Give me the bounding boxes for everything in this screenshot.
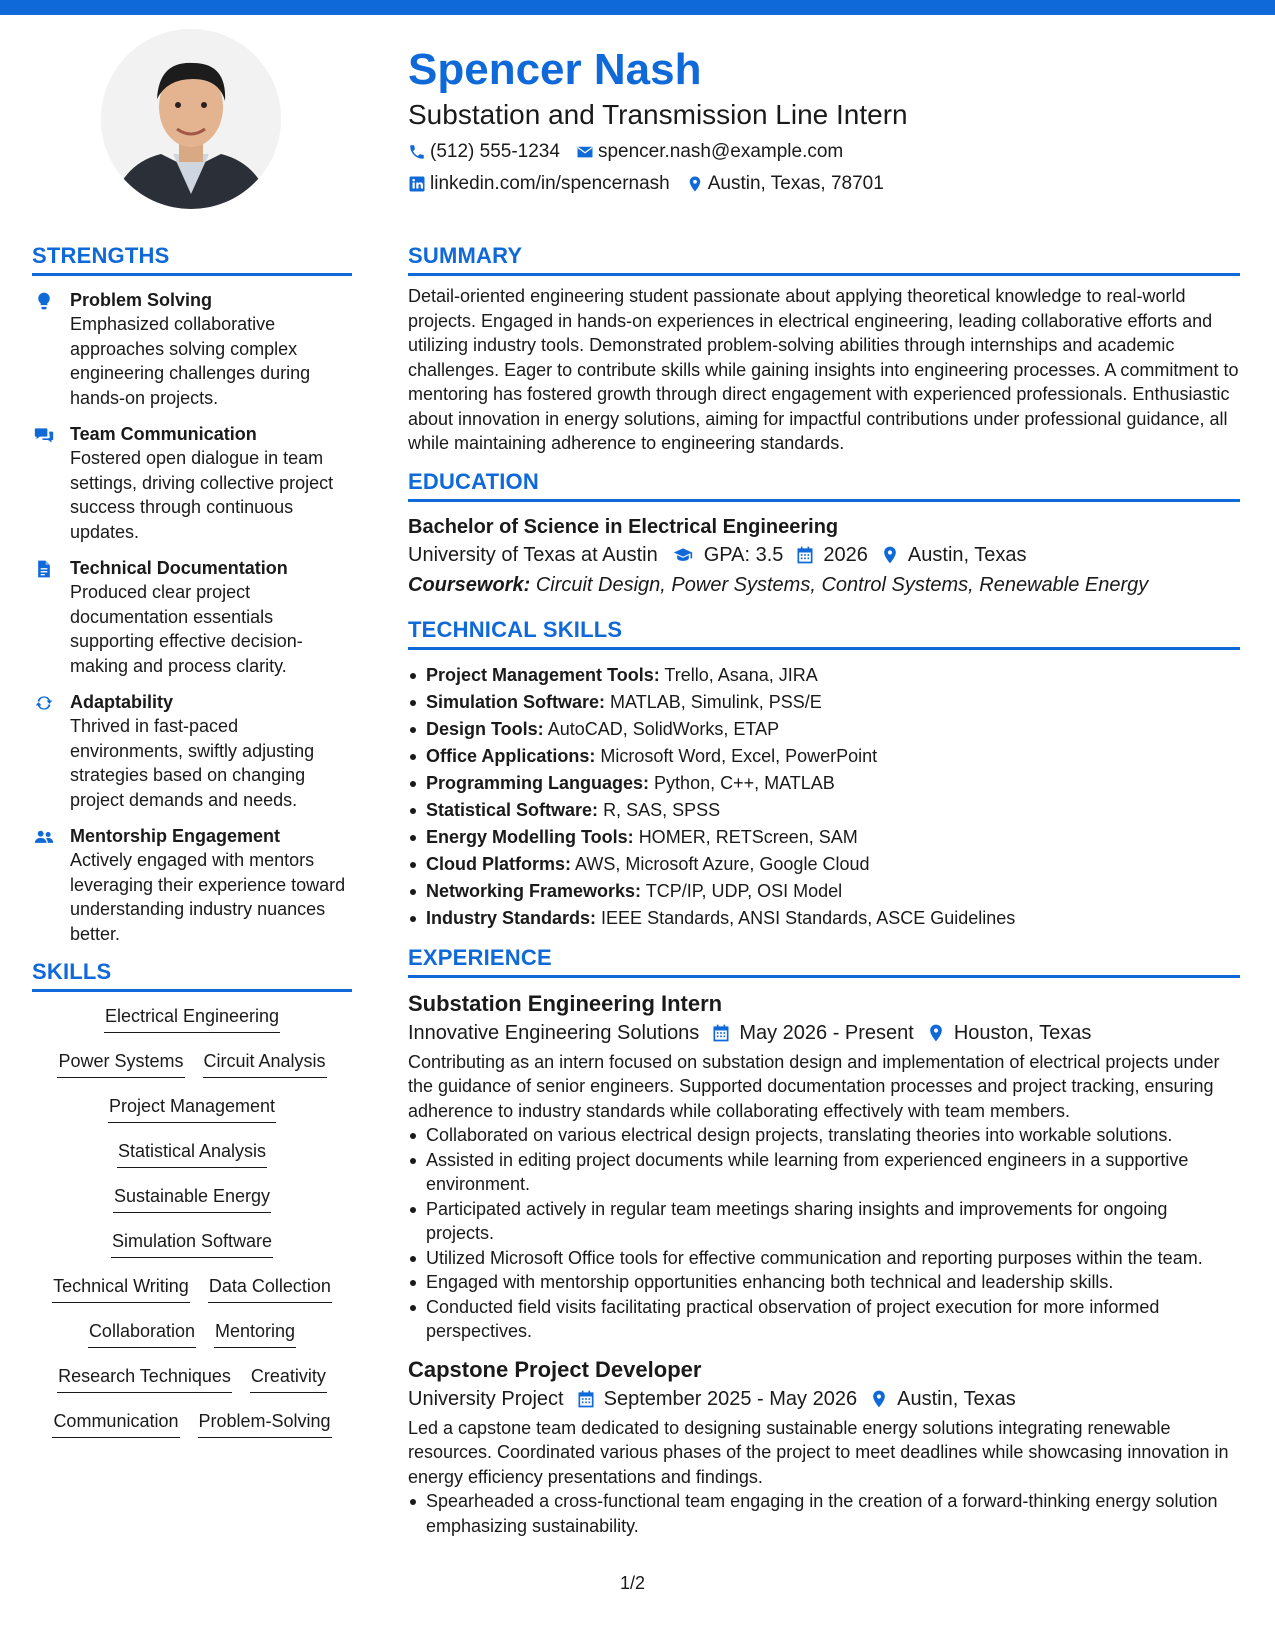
candidate-role: Substation and Transmission Line Intern [408, 99, 908, 130]
company-name: Innovative Engineering Solutions [408, 1021, 700, 1044]
candidate-name: Spencer Nash [408, 45, 702, 94]
job-bullet: Assisted in editing project documents while learning from experienced engineers in a supportive environment. [408, 1148, 1240, 1197]
skill-row [95, 1004, 289, 1049]
technical-skill-label: Cloud Platforms: [426, 853, 572, 874]
graduation-cap-icon [670, 545, 696, 565]
skill-row [43, 1274, 341, 1319]
linkedin-icon [408, 175, 426, 193]
skills-tags [32, 1004, 352, 1454]
skill-tag: Project Management [108, 1094, 276, 1123]
skill-tag: Problem-Solving [198, 1409, 332, 1438]
skill-tag: Research Techniques [57, 1364, 232, 1393]
skill-tag: Sustainable Energy [113, 1184, 271, 1213]
job-bullets [408, 1123, 1240, 1344]
strength-title: Mentorship Engagement [70, 826, 281, 846]
envelope-icon [576, 143, 594, 161]
technical-skill-item [408, 878, 1240, 905]
technical-skill-label: Programming Languages: [426, 772, 650, 793]
job-bullets [408, 1489, 1240, 1538]
technical-skill-label: Energy Modelling Tools: [426, 826, 634, 847]
lightbulb-icon [34, 291, 54, 311]
strength-item [32, 556, 352, 678]
map-pin-icon [686, 175, 704, 193]
strength-desc: Thrived in fast-paced environments, swiftly adjusting strategies based on changing project demands and needs. [70, 716, 315, 810]
technical-skill-item [408, 797, 1240, 824]
skill-row [48, 1049, 335, 1094]
left-column [32, 242, 352, 1454]
skill-row [104, 1184, 280, 1229]
technical-skills-heading: TECHNICAL SKILLS [408, 616, 1240, 650]
technical-skill-label: Simulation Software: [426, 691, 606, 712]
technical-skill-label: Office Applications: [426, 745, 596, 766]
location-contact [686, 172, 884, 196]
graduation-year: 2026 [823, 543, 868, 566]
school-name: University of Texas at Austin [408, 543, 658, 566]
linkedin-text: linkedin.com/in/spencernash [430, 173, 670, 194]
technical-skills-list [408, 662, 1240, 932]
school-location: Austin, Texas [907, 543, 1027, 566]
strength-item [32, 690, 352, 812]
technical-skill-label: Industry Standards: [426, 907, 597, 928]
technical-skill-value: Trello, Asana, JIRA [664, 664, 818, 685]
technical-skill-value: Python, C++, MATLAB [654, 772, 835, 793]
job-dates: May 2026 - Present [739, 1021, 914, 1044]
calendar-icon [795, 545, 815, 565]
skills-heading: SKILLS [32, 958, 352, 992]
technical-skill-label: Project Management Tools: [426, 664, 660, 685]
strength-item [32, 422, 352, 544]
technical-skill-value: MATLAB, Simulink, PSS/E [610, 691, 822, 712]
education-heading: EDUCATION [408, 468, 1240, 502]
sync-icon [34, 693, 54, 713]
job-bullet: Utilized Microsoft Office tools for effective communication and reporting purposes within the team. [408, 1246, 1240, 1271]
job-meta [408, 1384, 1240, 1414]
technical-skill-label: Statistical Software: [426, 799, 599, 820]
strengths-heading: STRENGTHS [32, 242, 352, 276]
technical-skill-label: Design Tools: [426, 718, 544, 739]
map-pin-icon [926, 1023, 946, 1043]
technical-skill-label: Networking Frameworks: [426, 880, 642, 901]
job-title: Substation Engineering Intern [408, 990, 723, 1016]
calendar-icon [576, 1389, 596, 1409]
email-text: spencer.nash@example.com [597, 141, 844, 162]
job-bullet: Collaborated on various electrical design projects, translating theories into workable solutions. [408, 1123, 1240, 1148]
top-accent-bar [0, 0, 1275, 15]
strength-item [32, 824, 352, 946]
contact-row-2 [408, 172, 1248, 196]
technical-skill-item [408, 770, 1240, 797]
technical-skill-value: IEEE Standards, ANSI Standards, ASCE Guidelines [601, 907, 1016, 928]
contact-row-1 [408, 140, 1248, 164]
technical-skill-item [408, 662, 1240, 689]
job-description: Led a capstone team dedicated to designing sustainable energy solutions integrating renewable resources. Coordinated various phases of the project to meet deadlines while showcasing innovation in energy efficiency presentations and findings. [408, 1417, 1229, 1487]
degree-title: Bachelor of Science in Electrical Engineering [408, 515, 839, 538]
users-icon [34, 827, 54, 847]
calendar-icon [711, 1023, 731, 1043]
strength-title: Technical Documentation [70, 558, 288, 578]
linkedin-contact[interactable] [408, 172, 670, 196]
skill-tag: Power Systems [57, 1049, 184, 1078]
skill-tag: Technical Writing [52, 1274, 190, 1303]
job-description: Contributing as an intern focused on substation design and implementation of electrical projects under the guidance of senior engineers. Supported documentation processes and project tracking, ensuring adherence to industry standards while collaborating effectively with team members. [408, 1051, 1220, 1121]
technical-skill-item [408, 851, 1240, 878]
coursework-label: Coursework: [408, 573, 531, 596]
coursework-list: Circuit Design, Power Systems, Control Systems, Renewable Energy [535, 573, 1149, 596]
skill-tag: Communication [52, 1409, 179, 1438]
job-dates: September 2025 - May 2026 [603, 1387, 858, 1410]
education-meta [408, 540, 1240, 570]
skill-tag: Electrical Engineering [104, 1004, 280, 1033]
technical-skill-item [408, 716, 1240, 743]
coursework [408, 570, 1240, 600]
job-bullet: Conducted field visits facilitating practical observation of project execution for more informed perspectives. [408, 1295, 1240, 1344]
technical-skill-value: TCP/IP, UDP, OSI Model [645, 880, 843, 901]
right-column [408, 242, 1240, 1538]
avatar [101, 29, 281, 209]
technical-skill-item [408, 743, 1240, 770]
skill-tag: Collaboration [88, 1319, 196, 1348]
skill-row [48, 1364, 336, 1409]
strength-desc: Emphasized collaborative approaches solving complex engineering challenges during hands-on projects. [70, 314, 311, 408]
job-entry [408, 990, 1240, 1344]
strength-item [32, 288, 352, 410]
technical-skill-value: AutoCAD, SolidWorks, ETAP [547, 718, 780, 739]
strength-desc: Fostered open dialogue in team settings, driving collective project success through continuous updates. [70, 448, 334, 542]
job-bullet: Spearheaded a cross-functional team engaging in the creation of a forward-thinking energy solution emphasizing sustainability. [408, 1489, 1240, 1538]
phone-text: (512) 555-1234 [430, 141, 560, 162]
skill-tag: Simulation Software [111, 1229, 273, 1258]
strength-title: Team Communication [70, 424, 257, 444]
job-bullet: Engaged with mentorship opportunities enhancing both technical and leadership skills. [408, 1270, 1240, 1295]
technical-skill-item [408, 905, 1240, 932]
technical-skill-item [408, 824, 1240, 851]
strength-title: Adaptability [70, 692, 174, 712]
skill-row [108, 1139, 276, 1184]
technical-skill-item [408, 689, 1240, 716]
document-icon [34, 559, 54, 579]
summary-heading: SUMMARY [408, 242, 1240, 276]
skill-row [102, 1229, 282, 1274]
location-text: Austin, Texas, 78701 [707, 173, 884, 194]
experience-heading: EXPERIENCE [408, 944, 1240, 978]
phone-icon [408, 143, 426, 161]
job-location: Houston, Texas [953, 1021, 1092, 1044]
skill-row [79, 1319, 305, 1364]
comments-icon [34, 425, 54, 445]
job-bullet: Participated actively in regular team meetings sharing insights and improvements for ongoing projects. [408, 1197, 1240, 1246]
skill-tag: Data Collection [208, 1274, 332, 1303]
map-pin-icon [869, 1389, 889, 1409]
summary-text: Detail-oriented engineering student passionate about applying theoretical knowledge to real-world projects. Engaged in hands-on experiences in electrical engineering, leading collaborative efforts and utilizing industry tools. Demonstrated problem-solving abilities through internships and academic challenges. Eager to contribute skills while gaining insights into engineering processes. A commitment to mentoring has fostered growth through direct engagement with experienced professionals. Enthusiastic about innovation in energy solutions, aiming for impactful contributions under professional guidance, all while maintaining adherence to engineering standards. [408, 286, 1239, 453]
map-pin-icon [880, 545, 900, 565]
job-location: Austin, Texas [897, 1387, 1016, 1410]
header [408, 42, 1248, 196]
strength-title: Problem Solving [70, 290, 213, 310]
gpa: GPA: 3.5 [703, 543, 784, 566]
technical-skill-value: R, SAS, SPSS [603, 799, 721, 820]
job-title: Capstone Project Developer [408, 1356, 702, 1382]
page-number: 1/2 [620, 1573, 646, 1593]
technical-skill-value: AWS, Microsoft Azure, Google Cloud [575, 853, 870, 874]
technical-skill-value: HOMER, RETScreen, SAM [638, 826, 858, 847]
skill-row [99, 1094, 285, 1139]
company-name: University Project [408, 1387, 564, 1410]
job-entry [408, 1356, 1240, 1539]
skill-row [43, 1409, 340, 1454]
email-contact[interactable] [576, 140, 843, 164]
skill-tag: Circuit Analysis [203, 1049, 327, 1078]
skill-tag: Mentoring [214, 1319, 296, 1348]
skill-tag: Statistical Analysis [117, 1139, 267, 1168]
skill-tag: Creativity [250, 1364, 327, 1393]
strength-desc: Produced clear project documentation essentials supporting effective decision-making and process clarity. [70, 582, 303, 676]
job-meta [408, 1018, 1240, 1048]
technical-skill-value: Microsoft Word, Excel, PowerPoint [600, 745, 878, 766]
profile-photo [101, 29, 281, 209]
phone-contact[interactable] [408, 140, 560, 164]
strength-desc: Actively engaged with mentors leveraging their experience toward understanding industry nuances better. [70, 850, 346, 944]
